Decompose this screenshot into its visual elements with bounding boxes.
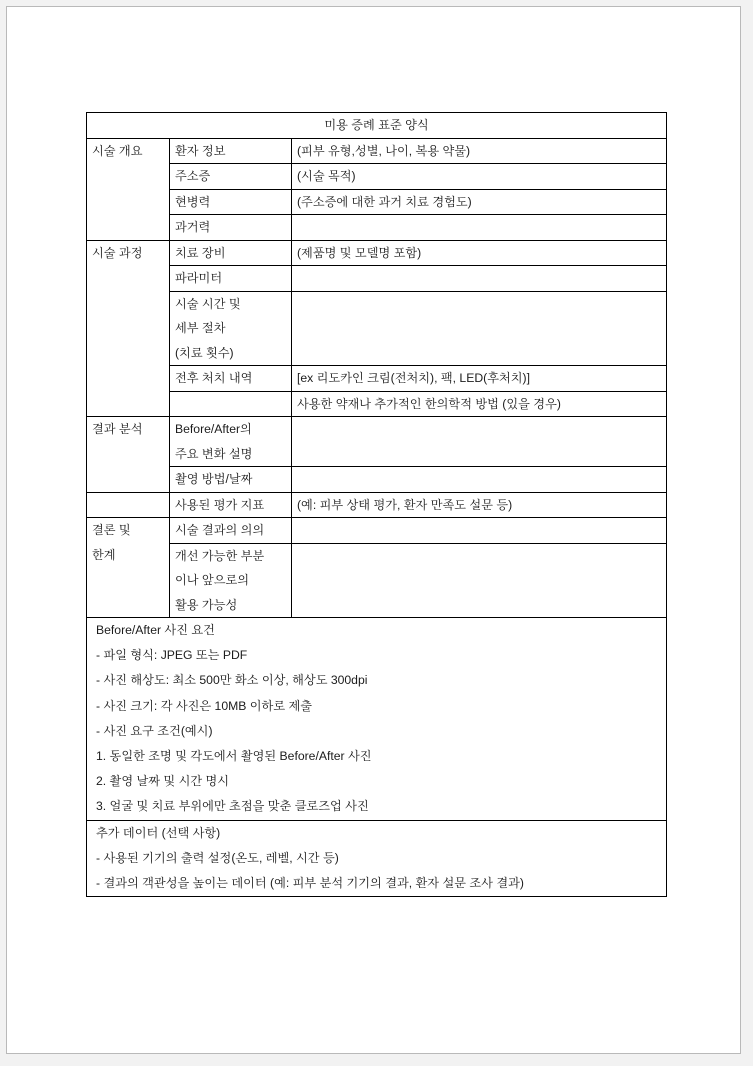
row-value[interactable]: (피부 유형,성별, 나이, 복용 약물) bbox=[292, 138, 667, 164]
row-value[interactable] bbox=[292, 215, 667, 241]
section-group-label-4 bbox=[87, 518, 170, 618]
notes-line: - 사진 크기: 각 사진은 10MB 이하로 제출 bbox=[96, 698, 313, 713]
table-row bbox=[87, 417, 667, 467]
row-value[interactable]: (제품명 및 모델명 포함) bbox=[292, 240, 667, 266]
notes-line: - 결과의 객관성을 높이는 데이터 (예: 피부 분석 기기의 결과, 환자 설문 조사 결과) bbox=[96, 876, 524, 891]
table-row bbox=[87, 467, 667, 493]
row-value[interactable]: [ex 리도카인 크림(전처치), 팩, LED(후처치)] bbox=[292, 366, 667, 392]
table-row bbox=[87, 492, 667, 518]
table-row bbox=[87, 391, 667, 417]
section-group-label-2: 결과 분석 bbox=[87, 417, 170, 493]
case-report-form-table bbox=[86, 112, 667, 897]
row-label-line: 활용 가능성 bbox=[175, 597, 238, 612]
row-value[interactable] bbox=[292, 543, 667, 618]
section-group-label-3 bbox=[87, 492, 170, 518]
row-value[interactable]: (예: 피부 상태 평가, 환자 만족도 설문 등) bbox=[292, 492, 667, 518]
table-row-notes bbox=[87, 618, 667, 821]
row-label: 치료 장비 bbox=[170, 240, 292, 266]
table-row-notes bbox=[87, 820, 667, 897]
table-row bbox=[87, 291, 667, 366]
row-label bbox=[170, 391, 292, 417]
notes-line: - 사진 해상도: 최소 500만 화소 이상, 해상도 300dpi bbox=[96, 673, 368, 688]
row-label-line: (치료 횟수) bbox=[175, 345, 234, 360]
row-label-line: 시술 시간 및 bbox=[175, 296, 241, 311]
section-group-label-0: 시술 개요 bbox=[87, 138, 170, 240]
row-label: 전후 처치 내역 bbox=[170, 366, 292, 392]
notes-line: - 사진 요구 조건(예시) bbox=[96, 723, 213, 738]
table-row bbox=[87, 189, 667, 215]
notes-line: - 사용된 기기의 출력 설정(온도, 레벨, 시간 등) bbox=[96, 850, 339, 865]
section-group-label-1: 시술 과정 bbox=[87, 240, 170, 417]
row-label-line: Before/After의 bbox=[175, 422, 252, 436]
row-label: 사용된 평가 지표 bbox=[170, 492, 292, 518]
row-label: 시술 결과의 의의 bbox=[170, 518, 292, 544]
table-row bbox=[87, 164, 667, 190]
notes-line: - 파일 형식: JPEG 또는 PDF bbox=[96, 648, 248, 663]
table-row bbox=[87, 240, 667, 266]
row-label-multiline bbox=[170, 417, 292, 467]
notes-block-additional-data bbox=[87, 820, 667, 897]
row-label-multiline bbox=[170, 543, 292, 618]
notes-heading: Before/After 사진 요건 bbox=[96, 623, 215, 637]
notes-block-photo-requirements bbox=[87, 618, 667, 821]
notes-heading: 추가 데이터 (선택 사항) bbox=[96, 825, 221, 840]
table-row bbox=[87, 215, 667, 241]
row-label-line: 주요 변화 설명 bbox=[175, 446, 253, 461]
form-title: 미용 증례 표준 양식 bbox=[87, 113, 667, 139]
row-value[interactable]: (주소증에 대한 과거 치료 경험도) bbox=[292, 189, 667, 215]
row-label: 환자 정보 bbox=[170, 138, 292, 164]
row-label-line: 이나 앞으로의 bbox=[175, 573, 250, 587]
row-label-multiline bbox=[170, 291, 292, 366]
row-value[interactable] bbox=[292, 467, 667, 493]
row-label: 현병력 bbox=[170, 189, 292, 215]
row-label: 과거력 bbox=[170, 215, 292, 241]
row-label-line: 세부 절차 bbox=[175, 321, 226, 335]
section-group-label-line: 한계 bbox=[92, 547, 116, 562]
table-row bbox=[87, 266, 667, 292]
notes-line: 1. 동일한 조명 및 각도에서 촬영된 Before/After 사진 bbox=[96, 749, 372, 764]
row-value[interactable] bbox=[292, 266, 667, 292]
row-label: 파라미터 bbox=[170, 266, 292, 292]
row-value[interactable] bbox=[292, 291, 667, 366]
table-row bbox=[87, 543, 667, 618]
notes-line: 3. 얼굴 및 치료 부위에만 초점을 맞춘 클로즈업 사진 bbox=[96, 799, 369, 814]
table-row bbox=[87, 518, 667, 544]
table-row bbox=[87, 366, 667, 392]
row-label-line: 개선 가능한 부분 bbox=[175, 548, 265, 563]
row-value[interactable] bbox=[292, 518, 667, 544]
table-row bbox=[87, 138, 667, 164]
row-label: 촬영 방법/날짜 bbox=[170, 467, 292, 493]
row-value[interactable]: 사용한 약재나 추가적인 한의학적 방법 (있을 경우) bbox=[292, 391, 667, 417]
notes-line: 2. 촬영 날짜 및 시간 명시 bbox=[96, 774, 230, 789]
row-label: 주소증 bbox=[170, 164, 292, 190]
section-group-label-line: 결론 및 bbox=[92, 523, 131, 537]
document-page bbox=[6, 6, 741, 1054]
row-value[interactable] bbox=[292, 417, 667, 467]
row-value[interactable]: (시술 목적) bbox=[292, 164, 667, 190]
table-row-title bbox=[87, 113, 667, 139]
